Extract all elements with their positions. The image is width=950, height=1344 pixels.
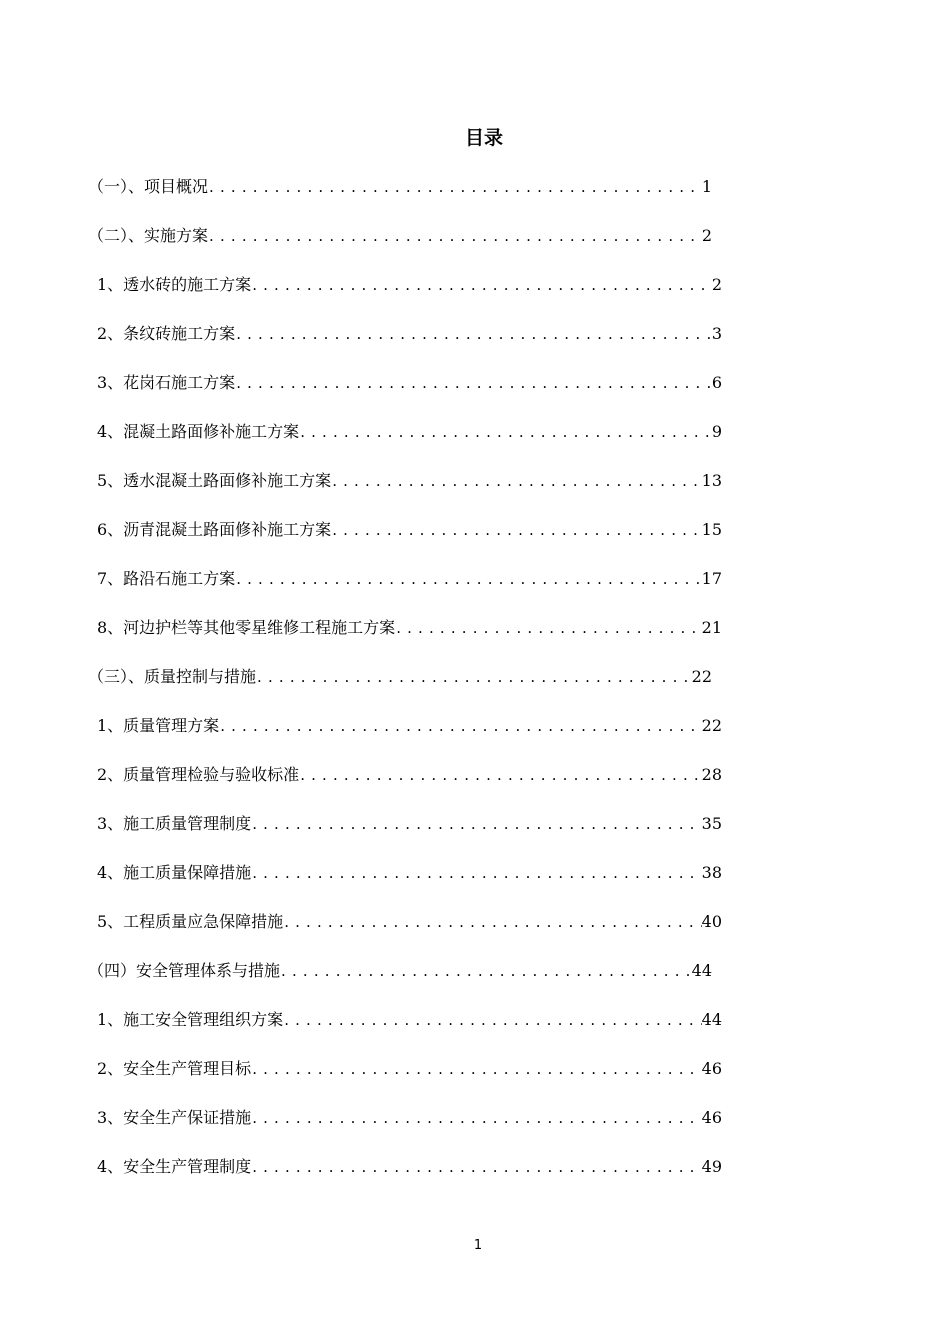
toc-entry-page-number: 13 xyxy=(701,471,722,490)
toc-entry[interactable] xyxy=(0,713,722,762)
toc-entry[interactable] xyxy=(0,1105,722,1154)
toc-dot-leader xyxy=(395,615,701,641)
toc-entry[interactable] xyxy=(0,272,722,321)
toc-list xyxy=(0,174,950,1203)
toc-entry-text: 3、安全生产保证措施 xyxy=(97,1108,252,1127)
toc-entry[interactable] xyxy=(0,517,722,566)
toc-entry-text: 8、河边护栏等其他零星维修工程施工方案 xyxy=(97,618,396,637)
toc-entry[interactable] xyxy=(0,1056,722,1105)
toc-entry-text: 1、透水砖的施工方案 xyxy=(97,275,252,294)
toc-entry-page-number: 49 xyxy=(701,1157,722,1176)
toc-dot-leader xyxy=(331,517,701,543)
toc-entry-page-number: 17 xyxy=(701,569,722,588)
toc-entry[interactable] xyxy=(0,419,722,468)
toc-dot-leader xyxy=(251,1154,701,1180)
toc-entry-text: 2、安全生产管理目标 xyxy=(97,1059,252,1078)
toc-entry[interactable] xyxy=(0,370,722,419)
toc-entry[interactable] xyxy=(0,1007,722,1056)
toc-entry-text: 1、施工安全管理组织方案 xyxy=(97,1010,284,1029)
toc-entry-text: （三）、质量控制与措施 xyxy=(88,667,257,686)
toc-entry-text: 4、安全生产管理制度 xyxy=(97,1157,252,1176)
toc-entry-text: （一）、项目概况 xyxy=(88,177,209,196)
toc-entry-text: 4、混凝土路面修补施工方案 xyxy=(97,422,300,441)
toc-entry-page-number: 40 xyxy=(701,912,722,931)
toc-entry[interactable] xyxy=(0,321,722,370)
toc-entry-page-number: 44 xyxy=(701,1010,722,1029)
toc-entry-page-number: 2 xyxy=(711,275,722,294)
toc-entry-page-number: 44 xyxy=(691,961,712,980)
page-number: 1 xyxy=(473,1238,483,1253)
toc-entry-text: 3、施工质量管理制度 xyxy=(97,814,252,833)
toc-entry-text: 7、路沿石施工方案 xyxy=(97,569,236,588)
toc-dot-leader xyxy=(331,468,701,494)
toc-entry-page-number: 22 xyxy=(691,667,712,686)
toc-entry-text: 4、施工质量保障措施 xyxy=(97,863,252,882)
toc-dot-leader xyxy=(283,1007,701,1033)
toc-entry[interactable] xyxy=(0,860,722,909)
toc-entry[interactable] xyxy=(0,174,712,223)
toc-entry[interactable] xyxy=(0,1154,722,1203)
toc-entry-page-number: 1 xyxy=(701,177,712,196)
toc-entry-text: （二）、实施方案 xyxy=(88,226,209,245)
toc-dot-leader xyxy=(208,174,702,200)
toc-entry[interactable] xyxy=(0,958,712,1007)
toc-entry-text: 5、工程质量应急保障措施 xyxy=(97,912,284,931)
toc-entry-text: （四）安全管理体系与措施 xyxy=(88,961,281,980)
toc-entry-page-number: 9 xyxy=(711,422,722,441)
toc-entry-page-number: 28 xyxy=(701,765,722,784)
toc-entry-text: 6、沥青混凝土路面修补施工方案 xyxy=(97,520,332,539)
toc-entry[interactable] xyxy=(0,566,722,615)
toc-title: 目录 xyxy=(464,127,503,149)
toc-entry[interactable] xyxy=(0,615,722,664)
toc-dot-leader xyxy=(256,664,692,690)
toc-entry-page-number: 38 xyxy=(701,863,722,882)
toc-dot-leader xyxy=(208,223,702,249)
toc-dot-leader xyxy=(251,1105,701,1131)
toc-entry-page-number: 2 xyxy=(701,226,712,245)
toc-entry-page-number: 6 xyxy=(711,373,722,392)
toc-dot-leader xyxy=(299,419,712,445)
toc-dot-leader xyxy=(251,860,701,886)
toc-entry-text: 2、条纹砖施工方案 xyxy=(97,324,236,343)
toc-dot-leader xyxy=(251,811,701,837)
toc-entry[interactable] xyxy=(0,762,722,811)
toc-dot-leader xyxy=(299,762,701,788)
toc-entry-page-number: 3 xyxy=(711,324,722,343)
toc-dot-leader xyxy=(235,321,712,347)
toc-entry-page-number: 46 xyxy=(701,1059,722,1078)
toc-entry[interactable] xyxy=(0,664,712,713)
toc-entry[interactable] xyxy=(0,909,722,958)
toc-entry-page-number: 46 xyxy=(701,1108,722,1127)
toc-dot-leader xyxy=(283,909,701,935)
toc-dot-leader xyxy=(251,1056,701,1082)
toc-entry[interactable] xyxy=(0,811,722,860)
toc-entry-text: 3、花岗石施工方案 xyxy=(97,373,236,392)
toc-entry[interactable] xyxy=(0,468,722,517)
toc-dot-leader xyxy=(251,272,712,298)
toc-dot-leader xyxy=(280,958,692,984)
toc-entry-text: 5、透水混凝土路面修补施工方案 xyxy=(97,471,332,490)
toc-entry-text: 2、质量管理检验与验收标准 xyxy=(97,765,300,784)
toc-dot-leader xyxy=(219,713,701,739)
toc-entry-page-number: 15 xyxy=(701,520,722,539)
toc-entry[interactable] xyxy=(0,223,712,272)
toc-entry-text: 1、质量管理方案 xyxy=(97,716,220,735)
toc-entry-page-number: 22 xyxy=(701,716,722,735)
toc-dot-leader xyxy=(235,566,701,592)
toc-entry-page-number: 35 xyxy=(701,814,722,833)
toc-entry-page-number: 21 xyxy=(701,618,722,637)
toc-dot-leader xyxy=(235,370,712,396)
